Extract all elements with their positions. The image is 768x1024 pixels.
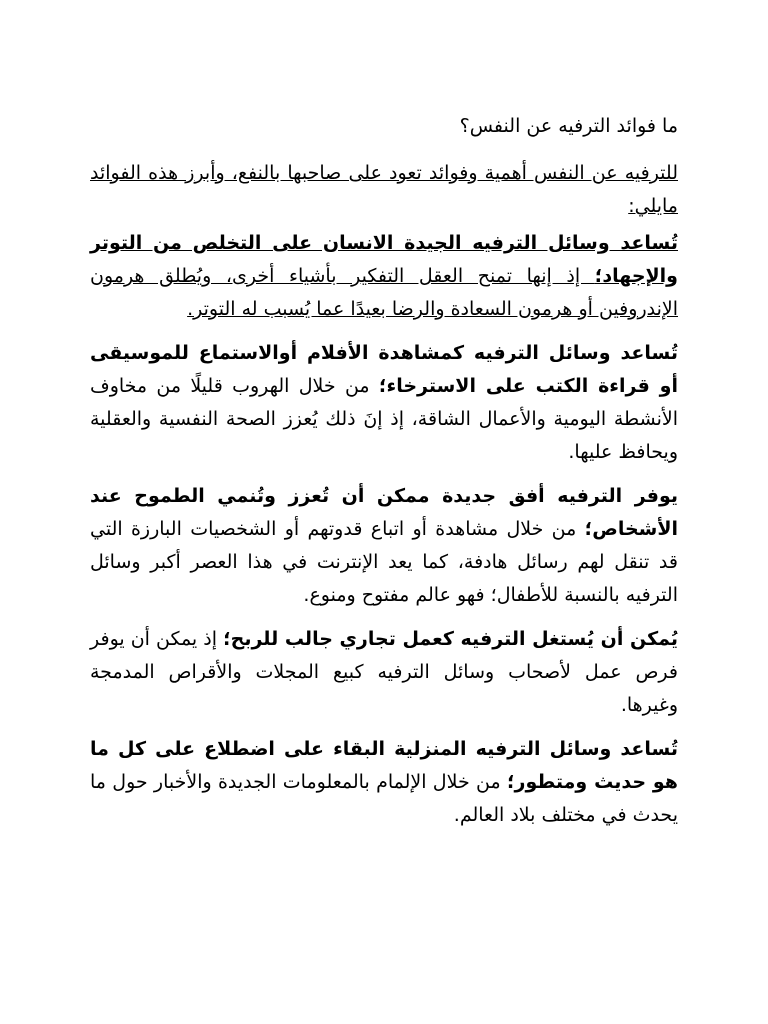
benefit-lead: تُساعد وسائل الترفيه كمشاهدة الأفلام أوالاستماع للموسيقى أو قراءة الكتب على الاسترخاء؛ [90,342,678,397]
benefit-body: من خلال مشاهدة أو اتباع قدوتهم أو الشخصيات البارزة التي قد تنقل لهم رسائل هادفة، كما يعد الإنترنت في هذا العصر أكبر وسائل الترفيه بالنسبة للأطفال؛ فهو عالم مفتوح ومنوع. [90,518,678,606]
document-body [90,110,678,832]
benefit-body: إذ يمكن أن يوفر فرص عمل لأصحاب وسائل الترفيه كبيع المجلات والأقراص المدمجة وغيرها. [90,628,678,716]
document-title: ما فوائد الترفيه عن النفس؟ [459,115,678,137]
benefit-paragraph-4 [90,623,678,722]
benefit-paragraph-3 [90,480,678,612]
benefit-lead: تُساعد وسائل الترفيه المنزلية البقاء على اضطلاع على كل ما هو حديث ومتطور؛ [90,738,678,793]
benefit-lead: يوفر الترفيه أفق جديدة ممكن أن تُعزز وتُنمي الطموح عند الأشخاص؛ [90,485,678,540]
benefit-lead: يُمكن أن يُستغل الترفيه كعمل تجاري جالب للربح؛ [223,628,678,650]
benefit-body: من خلال الهروب قليلًا من مخاوف الأنشطة اليومية والأعمال الشاقة، إذ إنَ ذلك يُعزز الصحة النفسية والعقلية ويحافظ عليها. [90,375,678,463]
benefit-paragraph-2 [90,337,678,469]
benefit-body: إذ إنها تمنح العقل التفكير بأشياء أخرى، ويُطلق هرمون الإندروفين أو هرمون السعادة والرضا بعيدًا عما يُسبب له التوتر. [90,265,678,320]
benefit-paragraph-5 [90,733,678,832]
benefit-lead: تُساعد وسائل الترفيه الجيدة الانسان على التخلص من التوتر والإجهاد؛ [90,232,678,287]
intro-paragraph: للترفيه عن النفس أهمية وفوائد تعود على صاحبها بالنفع، وأبرز هذه الفوائد مايلي: [90,162,678,217]
benefit-paragraph-1 [90,227,678,326]
benefit-body: من خلال الإلمام بالمعلومات الجديدة والأخبار حول ما يحدث في مختلف بلاد العالم. [90,771,678,826]
